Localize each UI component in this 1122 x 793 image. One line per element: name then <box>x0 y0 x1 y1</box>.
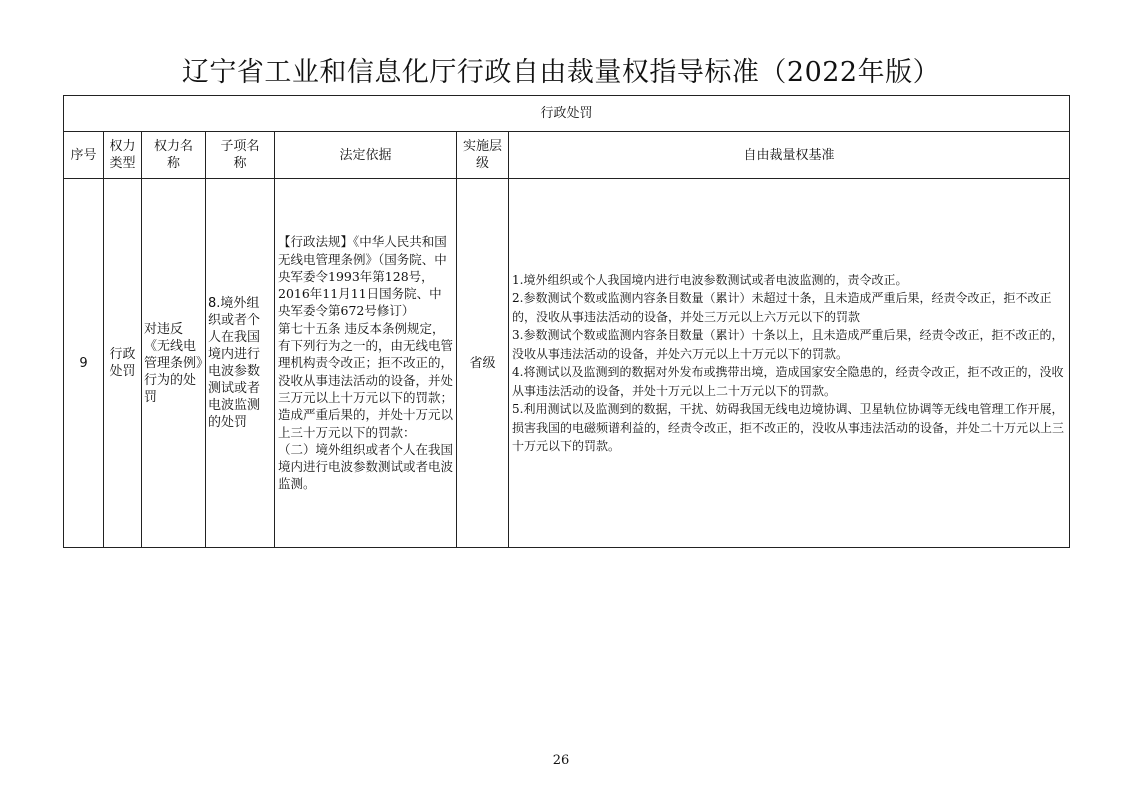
cell-no: 9 <box>64 179 104 548</box>
header-type: 权力类型 <box>104 132 142 179</box>
header-name: 权力名称 <box>142 132 206 179</box>
standards-table <box>63 95 1070 548</box>
standard-item-2: 2.参数测试个数或监测内容条目数量（累计）未超过十条，且未造成严重后果，经责令改正，拒不改正的，没收从事违法活动的设备，并处三万元以上六万元以下的罚款 <box>512 291 1052 324</box>
header-basis: 法定依据 <box>275 132 457 179</box>
header-level: 实施层级 <box>457 132 509 179</box>
header-standard: 自由裁量权基准 <box>509 132 1070 179</box>
cell-basis: 【行政法规】《中华人民共和国无线电管理条例》（国务院、中央军委令1993年第128号，2016年11月11日国务院、中央军委令第672号修订） 第七十五条 违反本条例规定，有下列行为之一的，由无线电管理机构责令改正；拒不改正的，没收从事违法活动的设备，并处三万元以上十万元以下的罚款；造成严重后果的，并处十万元以上三十万元以下的罚款： （二）境外组织或者个人在我国境内进行电波参数测试或者电波监测。 <box>275 179 457 548</box>
page-number: 26 <box>552 753 570 768</box>
cell-name: 对违反《无线电管理条例》行为的处罚 <box>142 179 206 548</box>
header-no: 序号 <box>64 132 104 179</box>
document-title: 辽宁省工业和信息化厅行政自由裁量权指导标准（2022年版） <box>181 57 941 88</box>
table-row <box>64 179 1070 548</box>
cell-level: 省级 <box>457 179 509 548</box>
cell-type: 行政处罚 <box>104 179 142 548</box>
standard-item-4: 4.将测试以及监测到的数据对外发布或携带出境，造成国家安全隐患的，经责令改正，拒不改正的，没收从事违法活动的设备，并处十万元以上二十万元以下的罚款。 <box>512 365 1064 398</box>
standard-item-3: 3.参数测试个数或监测内容条目数量（累计）十条以上，且未造成严重后果，经责令改正，拒不改正的，没收从事违法活动的设备，并处六万元以上十万元以下的罚款。 <box>512 328 1064 361</box>
header-subitem: 子项名称 <box>206 132 275 179</box>
header-row <box>64 132 1070 179</box>
cell-standard <box>509 179 1070 548</box>
cell-subitem: 8.境外组织或者个人在我国境内进行电波参数测试或者电波监测的处罚 <box>206 179 275 548</box>
section-heading: 行政处罚 <box>64 96 1070 132</box>
standard-item-5: 5.利用测试以及监测到的数据，干扰、妨碍我国无线电边境协调、卫星轨位协调等无线电管理工作开展，损害我国的电磁频谱利益的，经责令改正，拒不改正的，没收从事违法活动的设备，并处二十万元以上三十万元以下的罚款。 <box>512 402 1065 453</box>
standard-item-1: 1.境外组织或个人我国境内进行电波参数测试或者电波监测的，责令改正。 <box>512 272 908 287</box>
